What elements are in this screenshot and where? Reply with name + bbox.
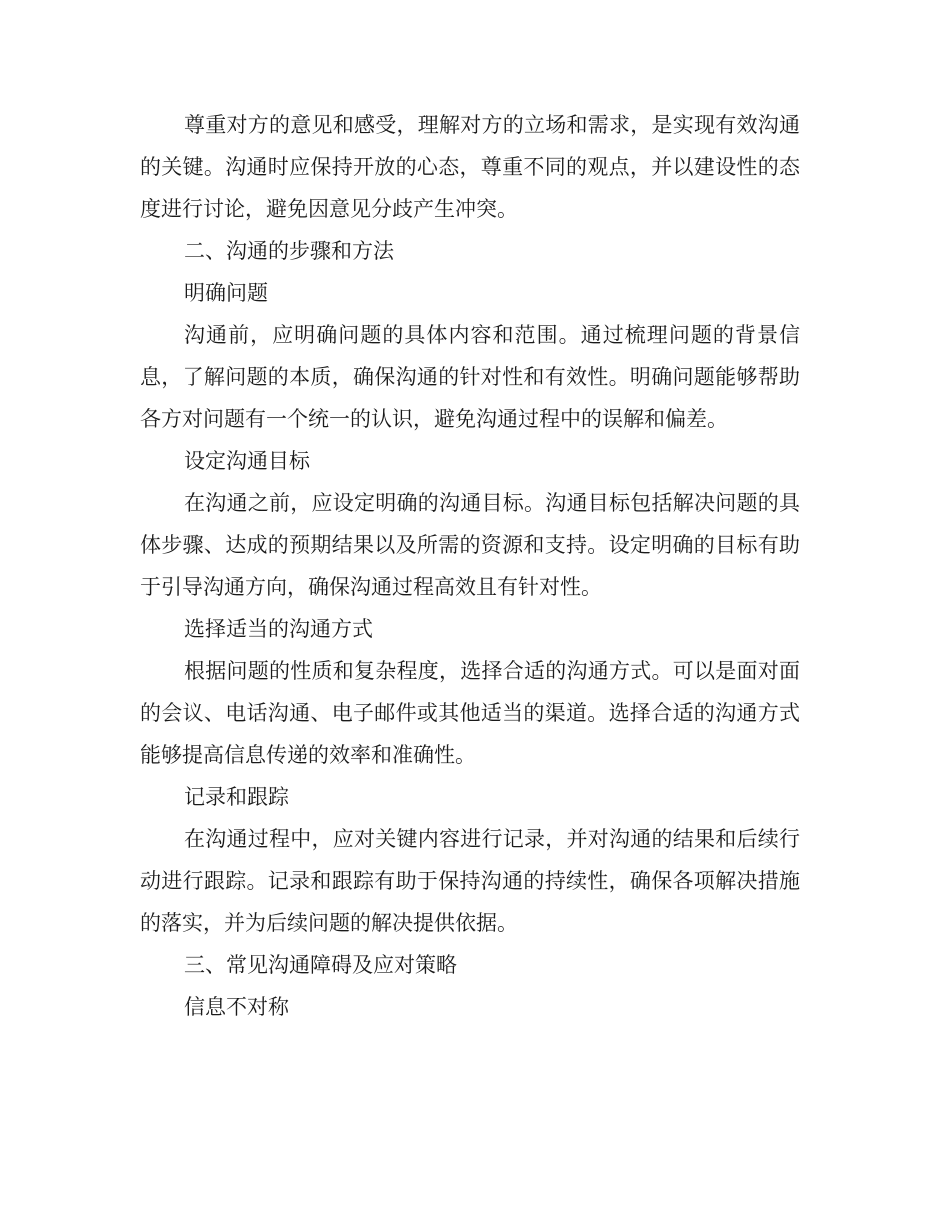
paragraph-clarify-problem: 沟通前，应明确问题的具体内容和范围。通过梳理问题的背景信息，了解问题的本质，确保沟通的针对性和有效性。明确问题能够帮助各方对问题有一个统一的认识，避免沟通过程中的误解和偏差。	[140, 323, 800, 431]
section-heading-steps: 二、沟通的步骤和方法	[184, 239, 394, 263]
subheading-info-asymmetry: 信息不对称	[184, 995, 289, 1019]
paragraph-set-goals: 在沟通之前，应设定明确的沟通目标。沟通目标包括解决问题的具体步骤、达成的预期结果以及所需的资源和支持。设定明确的目标有助于引导沟通方向，确保沟通过程高效且有针对性。	[140, 491, 800, 599]
paragraph-record-track: 在沟通过程中，应对关键内容进行记录，并对沟通的结果和后续行动进行跟踪。记录和跟踪有助于保持沟通的持续性，确保各项解决措施的落实，并为后续问题的解决提供依据。	[140, 827, 800, 935]
paragraph-choose-method: 根据问题的性质和复杂程度，选择合适的沟通方式。可以是面对面的会议、电话沟通、电子邮件或其他适当的渠道。选择合适的沟通方式能够提高信息传递的效率和准确性。	[140, 659, 800, 767]
subheading-set-goals: 设定沟通目标	[184, 449, 310, 473]
subheading-record-track: 记录和跟踪	[184, 785, 289, 809]
subheading-choose-method: 选择适当的沟通方式	[184, 617, 373, 641]
subheading-clarify-problem: 明确问题	[184, 281, 268, 305]
paragraph-respect: 尊重对方的意见和感受，理解对方的立场和需求，是实现有效沟通的关键。沟通时应保持开放的心态，尊重不同的观点，并以建设性的态度进行讨论，避免因意见分歧产生冲突。	[140, 113, 800, 221]
document-page	[140, 104, 800, 1028]
section-heading-barriers: 三、常见沟通障碍及应对策略	[184, 953, 457, 977]
